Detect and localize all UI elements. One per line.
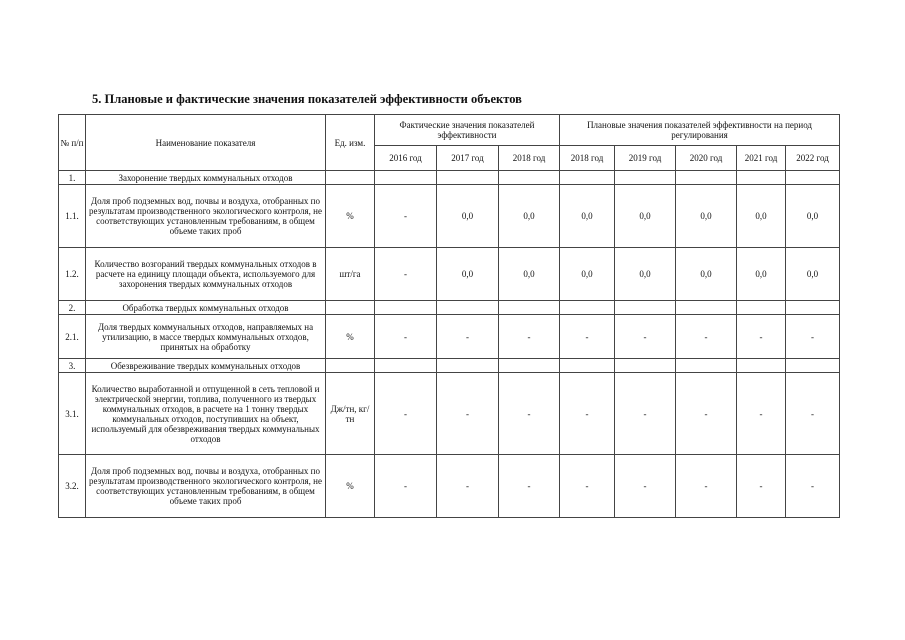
- value-cell: -: [786, 373, 840, 455]
- value-cell: -: [676, 455, 737, 518]
- header-planned-group: Плановые значения показателей эффективности на период регулирования: [560, 115, 840, 146]
- row-number: 2.1.: [59, 315, 86, 359]
- header-year: 2018 год: [499, 146, 560, 171]
- row-number: 1.1.: [59, 185, 86, 248]
- value-cell: -: [615, 373, 676, 455]
- value-cell: 0,0: [676, 248, 737, 301]
- header-year: 2020 год: [676, 146, 737, 171]
- indicator-row: [59, 315, 840, 359]
- value-cell: -: [676, 315, 737, 359]
- row-number: 1.2.: [59, 248, 86, 301]
- section-name: Обработка твердых коммунальных отходов: [86, 301, 326, 315]
- unit-cell: %: [326, 185, 375, 248]
- value-cell: -: [499, 455, 560, 518]
- value-cell: -: [786, 455, 840, 518]
- unit-cell: Дж/тн, кг/тн: [326, 373, 375, 455]
- value-cell: 0,0: [437, 185, 499, 248]
- value-cell: -: [375, 315, 437, 359]
- value-cell: 0,0: [737, 185, 786, 248]
- row-number: 2.: [59, 301, 86, 315]
- section-name: Захоронение твердых коммунальных отходов: [86, 171, 326, 185]
- header-row-groups: [59, 115, 840, 146]
- value-cell: -: [560, 455, 615, 518]
- header-year: 2021 год: [737, 146, 786, 171]
- indicator-name: Доля проб подземных вод, почвы и воздуха, отобранных по результатам производственного экологического контроля, не соответствующих установленным требованиям, в общем объеме таких проб: [86, 455, 326, 518]
- value-cell: -: [615, 315, 676, 359]
- indicator-row: [59, 248, 840, 301]
- header-year: 2018 год: [560, 146, 615, 171]
- header-num: № п/п: [59, 115, 86, 171]
- indicator-name: Количество выработанной и отпущенной в сеть тепловой и электрической энергии, топлива, полученного из твердых коммунальных отходов, в расчете на 1 тонну твердых коммунальных отходов, поступивших на объект, используемый для обезвреживания твердых коммунальных отходов: [86, 373, 326, 455]
- value-cell: -: [375, 455, 437, 518]
- page-title: 5. Плановые и фактические значения показателей эффективности объектов: [92, 92, 522, 106]
- value-cell: -: [615, 455, 676, 518]
- value-cell: 0,0: [786, 185, 840, 248]
- value-cell: -: [375, 185, 437, 248]
- value-cell: -: [375, 373, 437, 455]
- value-cell: -: [786, 315, 840, 359]
- header-unit: Ед. изм.: [326, 115, 375, 171]
- unit-cell: %: [326, 455, 375, 518]
- value-cell: -: [560, 315, 615, 359]
- value-cell: 0,0: [499, 185, 560, 248]
- row-number: 3.1.: [59, 373, 86, 455]
- unit-cell: шт/га: [326, 248, 375, 301]
- value-cell: -: [676, 373, 737, 455]
- indicator-row: [59, 185, 840, 248]
- value-cell: -: [437, 455, 499, 518]
- row-number: 1.: [59, 171, 86, 185]
- value-cell: -: [560, 373, 615, 455]
- efficiency-indicators-table: [58, 114, 840, 518]
- header-year: 2022 год: [786, 146, 840, 171]
- value-cell: -: [499, 315, 560, 359]
- header-name: Наименование показателя: [86, 115, 326, 171]
- value-cell: 0,0: [437, 248, 499, 301]
- value-cell: -: [737, 373, 786, 455]
- header-year: 2017 год: [437, 146, 499, 171]
- value-cell: 0,0: [615, 185, 676, 248]
- section-row: [59, 301, 840, 315]
- value-cell: -: [737, 315, 786, 359]
- value-cell: -: [437, 373, 499, 455]
- unit-cell: %: [326, 315, 375, 359]
- value-cell: -: [737, 455, 786, 518]
- indicator-name: Количество возгораний твердых коммунальных отходов в расчете на единицу площади объекта, используемого для захоронения твердых коммунальных отходов: [86, 248, 326, 301]
- indicator-row: [59, 455, 840, 518]
- header-year: 2016 год: [375, 146, 437, 171]
- row-number: 3.: [59, 359, 86, 373]
- value-cell: 0,0: [560, 248, 615, 301]
- value-cell: -: [499, 373, 560, 455]
- value-cell: -: [375, 248, 437, 301]
- header-actual-group: Фактические значения показателей эффективности: [375, 115, 560, 146]
- section-row: [59, 171, 840, 185]
- value-cell: 0,0: [676, 185, 737, 248]
- section-row: [59, 359, 840, 373]
- value-cell: -: [437, 315, 499, 359]
- indicator-name: Доля твердых коммунальных отходов, направляемых на утилизацию, в массе твердых коммунальных отходов, принятых на обработку: [86, 315, 326, 359]
- section-name: Обезвреживание твердых коммунальных отходов: [86, 359, 326, 373]
- value-cell: 0,0: [499, 248, 560, 301]
- value-cell: 0,0: [786, 248, 840, 301]
- row-number: 3.2.: [59, 455, 86, 518]
- value-cell: 0,0: [737, 248, 786, 301]
- value-cell: 0,0: [615, 248, 676, 301]
- header-year: 2019 год: [615, 146, 676, 171]
- indicator-name: Доля проб подземных вод, почвы и воздуха, отобранных по результатам производственного экологического контроля, не соответствующих установленным требованиям, в общем объеме таких проб: [86, 185, 326, 248]
- value-cell: 0,0: [560, 185, 615, 248]
- indicator-row: [59, 373, 840, 455]
